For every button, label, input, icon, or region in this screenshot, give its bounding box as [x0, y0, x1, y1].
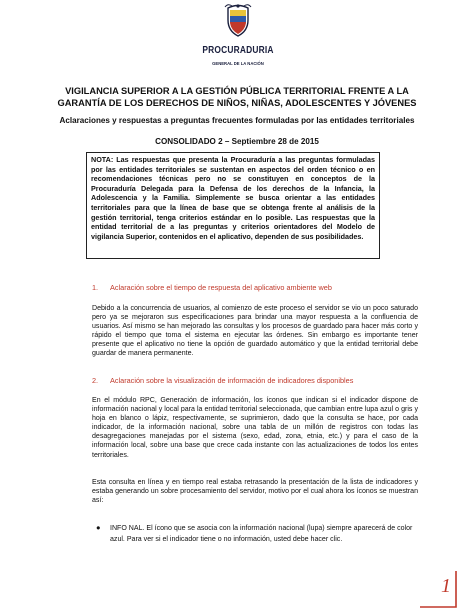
logo-title: PROCURADURIA: [202, 42, 274, 56]
section-1-paragraph: Debido a la concurrencia de usuarios, al comienzo de este proceso el servidor se vio un poco saturado pero ya se mejoraron sus especificaciones para brindar una mayor respuesta a la confluencia de usuarios. Así mismo se han mejorado las consultas y los procesos de guardado para hacer más corto y rápido el tiempo que toma el sistema en ejecutar las órdenes. Sin embargo es importante tener presente que el aplicativo no tiene la opción de guardado automático y que la entidad territorial debe guardar de manera permanente.: [92, 305, 418, 358]
document-title: VIGILANCIA SUPERIOR A LA GESTIÓN PÚBLICA TERRITORIAL FRENTE A LA GARANTÍA DE LOS DERECHOS DE NIÑOS, NIÑAS, ADOLESCENTES Y JÓVENES: [57, 86, 417, 108]
section-1-heading: [92, 283, 332, 292]
section-1-number: 1.: [92, 283, 99, 292]
section-2-paragraph-2: Esta consulta en línea y en tiempo real estaba retrasando la presentación de la lista de indicadores y estaba generando un sobre procesamiento del servidor, motivo por el cual ahora los íconos se muestran así:: [92, 479, 418, 505]
bullet-dot-icon: ●: [96, 523, 101, 532]
page-number: 1: [441, 575, 451, 597]
section-1-title: Aclaración sobre el tiempo de respuesta del aplicativo ambiente web: [110, 283, 332, 292]
bullet-item: [96, 524, 420, 545]
note-box: NOTA: Las respuestas que presenta la Procuraduría a las preguntas formuladas por las entidades territoriales se sustentan en aspectos del orden técnico o en recomendaciones técnicas pero no se constituyen en conceptos de la Procuraduría Delegada para la Defensa de los derechos de la Infancia, la Adolescencia y la Familia. Simplemente se busca orientar a las entidades territoriales para que la línea de base que se obtenga frente al análisis de la gestión territorial, tenga criterios estándar en lo posible. Las respuestas que la entidad territorial de a las preguntas y criterios orientadores del Modelo de vigilancia Superior, contenidos en el aplicativo, dependen de sus posibilidades.: [86, 152, 380, 259]
logo-subtitle: GENERAL DE LA NACIÓN: [212, 61, 264, 66]
procuraduria-logo: [202, 4, 274, 72]
section-2-paragraph-1: En el módulo RPC, Generación de información, los íconos que indican si el indicador dispone de información nacional y local para la entidad territorial seleccionada, que cambian entre lupa azul o gris y hoja en blanco o lápiz, respectivamente, se suprimieron, dado que la consulta se hace, por cada indicador, de la información nacional, sobre una tabla de un millón de registros con todas las desagregaciones manejadas por el sistema (sexo, edad, zona, etnia, etc.) y para el caso de la información local, sobre una base que crece cada instante con las actualizaciones de todos los entes territoriales.: [92, 397, 418, 459]
coat-of-arms-icon: [224, 4, 252, 38]
consolidado-date: CONSOLIDADO 2 – Septiembre 28 de 2015: [155, 137, 319, 146]
section-2-heading: [92, 376, 353, 385]
section-2-title: Aclaración sobre la visualización de información de indicadores disponibles: [110, 376, 354, 385]
document-subtitle: Aclaraciones y respuestas a preguntas frecuentes formuladas por las entidades territoriales: [59, 116, 415, 125]
bullet-text: INFO NAL. El ícono que se asocia con la información nacional (lupa) siempre aparecerá de color azul. Para ver si el indicador tiene o no información, usted debe hacer clic.: [110, 525, 413, 543]
page-number-corner: [416, 567, 458, 609]
section-2-number: 2.: [92, 376, 99, 385]
